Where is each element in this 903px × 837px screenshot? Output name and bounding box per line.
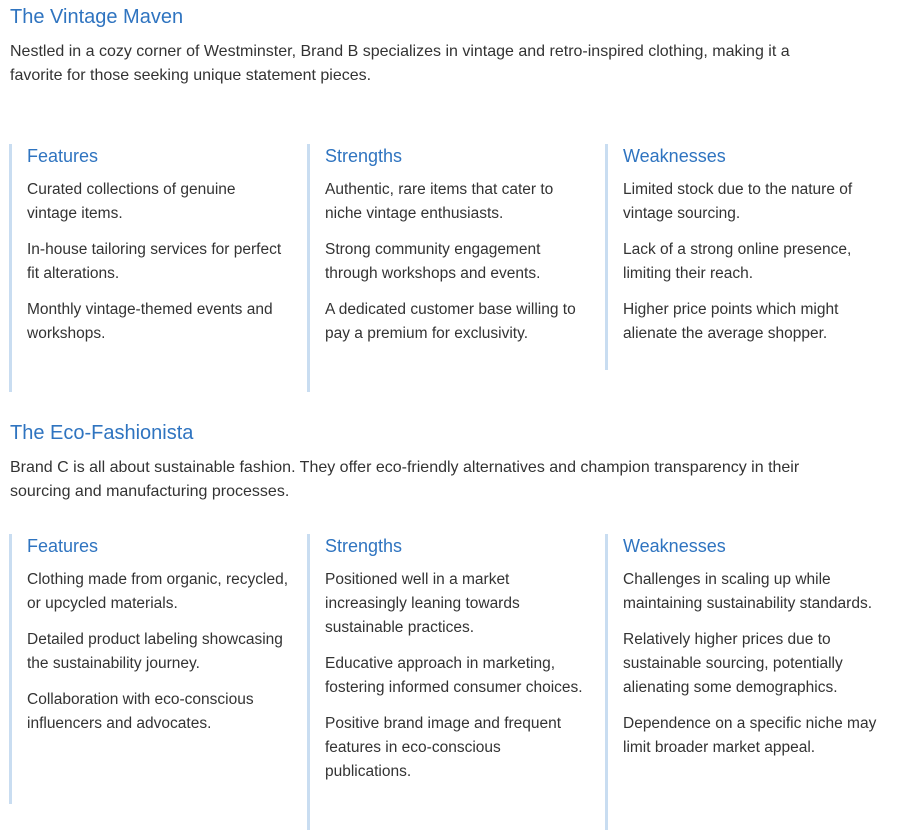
list-item: Authentic, rare items that cater to niche vintage enthusiasts.: [325, 181, 554, 222]
brand-section-vintage-maven: [10, 4, 840, 88]
brand-columns-vintage-maven: [9, 144, 903, 392]
weaknesses-heading: Weaknesses: [623, 146, 726, 166]
list-item: Challenges in scaling up while maintaining sustainability standards.: [623, 571, 872, 612]
weaknesses-list: [623, 178, 885, 346]
list-item: Strong community engagement through workshops and events.: [325, 241, 541, 282]
list-item: Detailed product labeling showcasing the sustainability journey.: [27, 631, 283, 672]
features-heading: Features: [27, 146, 99, 166]
list-item: In-house tailoring services for perfect fit alterations.: [27, 241, 282, 282]
brand-title: The Vintage Maven: [10, 6, 184, 28]
weaknesses-heading: Weaknesses: [623, 536, 726, 556]
list-item: Educative approach in marketing, fostering informed consumer choices.: [325, 655, 583, 696]
strengths-column: [307, 534, 587, 830]
features-list: [27, 568, 289, 736]
list-item: Relatively higher prices due to sustainable sourcing, potentially alienating some demographics.: [623, 631, 843, 696]
brand-columns-eco-fashionista: [9, 534, 903, 830]
strengths-list: [325, 568, 587, 784]
strengths-heading: Strengths: [325, 536, 403, 556]
strengths-column: [307, 144, 587, 392]
list-item: Positive brand image and frequent features in eco-conscious publications.: [325, 715, 562, 780]
list-item: Monthly vintage-themed events and workshops.: [27, 301, 273, 342]
features-column: [9, 534, 289, 804]
features-heading: Features: [27, 536, 99, 556]
features-list: [27, 178, 289, 346]
brand-description: Brand C is all about sustainable fashion. They offer eco-friendly alternatives and champion transparency in their sourcing and manufacturing processes.: [10, 459, 800, 500]
features-column: [9, 144, 289, 392]
list-item: Curated collections of genuine vintage items.: [27, 181, 236, 222]
weaknesses-column: [605, 144, 885, 370]
weaknesses-column: [605, 534, 885, 830]
list-item: Lack of a strong online presence, limiting their reach.: [623, 241, 852, 282]
strengths-heading: Strengths: [325, 146, 403, 166]
list-item: A dedicated customer base willing to pay a premium for exclusivity.: [325, 301, 576, 342]
list-item: Dependence on a specific niche may limit broader market appeal.: [623, 715, 877, 756]
list-item: Higher price points which might alienate the average shopper.: [623, 301, 839, 342]
list-item: Limited stock due to the nature of vintage sourcing.: [623, 181, 853, 222]
weaknesses-list: [623, 568, 885, 760]
brand-description: Nestled in a cozy corner of Westminster, Brand B specializes in vintage and retro-inspired clothing, making it a favorite for those seeking unique statement pieces.: [10, 43, 790, 84]
brand-title: The Eco-Fashionista: [10, 422, 194, 444]
list-item: Collaboration with eco-conscious influencers and advocates.: [27, 691, 254, 732]
list-item: Positioned well in a market increasingly leaning towards sustainable practices.: [325, 571, 520, 636]
strengths-list: [325, 178, 587, 346]
list-item: Clothing made from organic, recycled, or upcycled materials.: [27, 571, 289, 612]
brand-section-eco-fashionista: [10, 420, 840, 504]
